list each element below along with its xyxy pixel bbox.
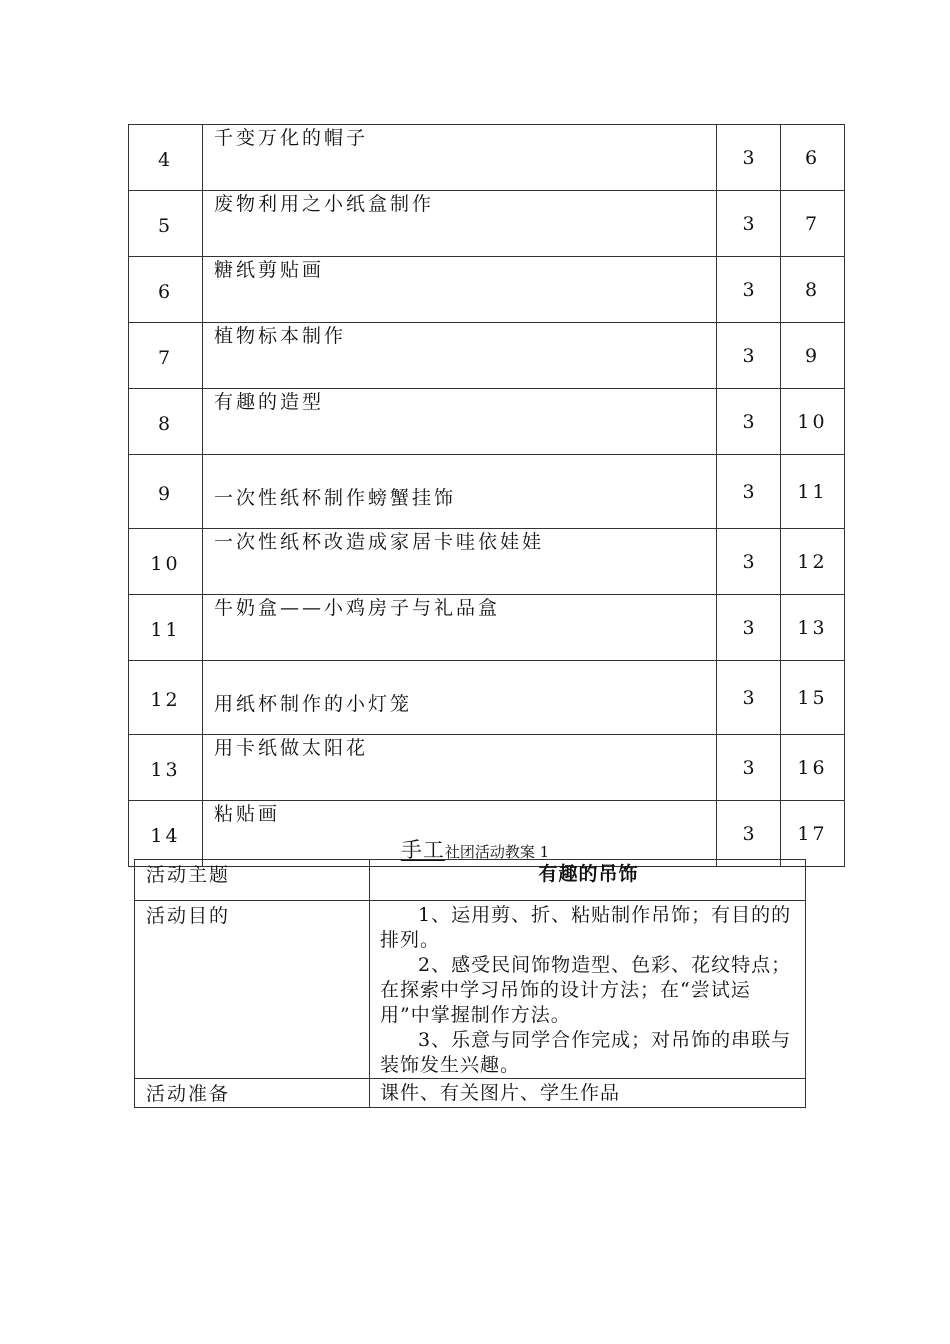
lesson-hours: 3 xyxy=(717,735,781,801)
lesson-hours: 3 xyxy=(717,455,781,529)
lesson-number: 4 xyxy=(129,125,203,191)
lesson-hours: 3 xyxy=(717,125,781,191)
lesson-number: 7 xyxy=(129,323,203,389)
theme-value: 有趣的吊饰 xyxy=(370,860,806,901)
lesson-title: 有趣的造型 xyxy=(203,389,717,455)
lesson-title: 用卡纸做太阳花 xyxy=(203,735,717,801)
lesson-number: 6 xyxy=(129,257,203,323)
lesson-plan-table xyxy=(134,859,806,1108)
lesson-number: 12 xyxy=(129,661,203,735)
lesson-title: 植物标本制作 xyxy=(203,323,717,389)
schedule-row xyxy=(129,455,845,529)
prep-value: 课件、有关图片、学生作品 xyxy=(370,1079,806,1108)
schedule-row xyxy=(129,191,845,257)
lesson-week: 13 xyxy=(781,595,845,661)
schedule-row xyxy=(129,595,845,661)
lesson-number: 9 xyxy=(129,455,203,529)
lesson-number: 14 xyxy=(129,801,203,867)
lesson-week: 9 xyxy=(781,323,845,389)
lesson-title: 用纸杯制作的小灯笼 xyxy=(203,661,717,735)
lesson-title: 千变万化的帽子 xyxy=(203,125,717,191)
lesson-title: 牛奶盒——小鸡房子与礼品盒 xyxy=(203,595,717,661)
lesson-week: 17 xyxy=(781,801,845,867)
schedule-row xyxy=(129,529,845,595)
lesson-hours: 3 xyxy=(717,323,781,389)
schedule-row xyxy=(129,389,845,455)
lesson-week: 15 xyxy=(781,661,845,735)
lesson-number: 8 xyxy=(129,389,203,455)
lesson-week: 6 xyxy=(781,125,845,191)
goal-content xyxy=(370,901,806,1079)
lesson-number: 10 xyxy=(129,529,203,595)
lesson-hours: 3 xyxy=(717,389,781,455)
schedule-row xyxy=(129,125,845,191)
lesson-title: 粘贴画 xyxy=(203,801,717,867)
lesson-title: 废物利用之小纸盒制作 xyxy=(203,191,717,257)
lesson-hours: 3 xyxy=(717,595,781,661)
goal-label: 活动目的 xyxy=(135,901,370,1079)
lesson-title: 一次性纸杯改造成家居卡哇依娃娃 xyxy=(203,529,717,595)
prep-row xyxy=(135,1079,806,1108)
schedule-body xyxy=(129,125,845,867)
lesson-week: 11 xyxy=(781,455,845,529)
lesson-week: 16 xyxy=(781,735,845,801)
schedule-row xyxy=(129,661,845,735)
lesson-number: 11 xyxy=(129,595,203,661)
lesson-hours: 3 xyxy=(717,257,781,323)
lesson-hours: 3 xyxy=(717,191,781,257)
theme-label: 活动主题 xyxy=(135,860,370,901)
lesson-hours: 3 xyxy=(717,801,781,867)
schedule-row xyxy=(129,735,845,801)
lesson-number: 5 xyxy=(129,191,203,257)
schedule-table xyxy=(128,124,845,867)
lesson-plan-title-main: 手工 xyxy=(400,838,445,862)
lesson-hours: 3 xyxy=(717,529,781,595)
schedule-row xyxy=(129,323,845,389)
lesson-week: 10 xyxy=(781,389,845,455)
lesson-plan-title-sub: 社团活动教案 1 xyxy=(444,843,550,861)
lesson-number: 13 xyxy=(129,735,203,801)
lesson-hours: 3 xyxy=(717,661,781,735)
lesson-week: 12 xyxy=(781,529,845,595)
goal-row xyxy=(135,901,806,1079)
lesson-title: 一次性纸杯制作螃蟹挂饰 xyxy=(203,455,717,529)
lesson-week: 8 xyxy=(781,257,845,323)
lesson-title: 糖纸剪贴画 xyxy=(203,257,717,323)
schedule-row xyxy=(129,257,845,323)
goal-item-3: 3、乐意与同学合作完成；对吊饰的串联与装饰发生兴趣。 xyxy=(380,1029,792,1076)
goal-item-2: 2、感受民间饰物造型、色彩、花纹特点；在探索中学习吊饰的设计方法；在“尝试运用”中掌握制作方法。 xyxy=(380,954,792,1026)
prep-label: 活动准备 xyxy=(135,1079,370,1108)
lesson-week: 7 xyxy=(781,191,845,257)
theme-row xyxy=(135,860,806,901)
goal-item-1: 1、运用剪、折、粘贴制作吊饰；有目的的排列。 xyxy=(380,904,792,951)
